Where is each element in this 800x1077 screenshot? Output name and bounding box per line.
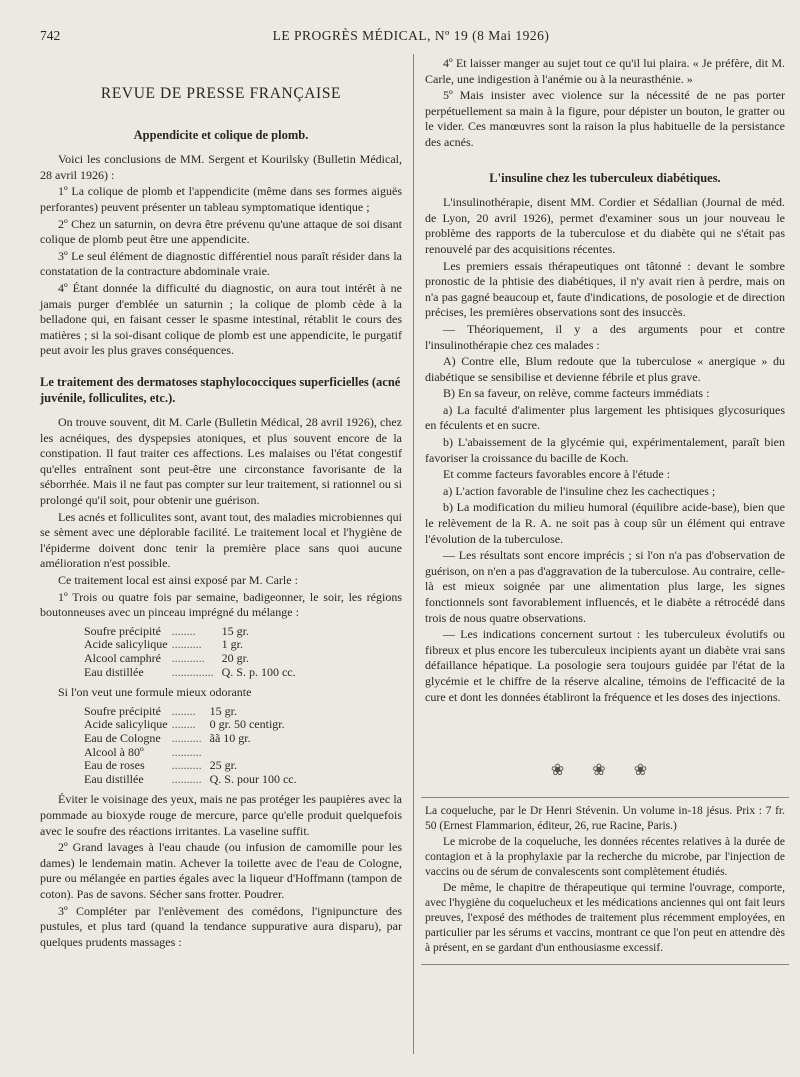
column-rule xyxy=(413,54,414,1054)
paragraph: — Théoriquement, il y a des arguments pour et contre l'insulinothérapie chez ces malades : xyxy=(425,321,785,352)
paragraph: B) En sa faveur, on relève, comme facteurs immédiats : xyxy=(443,386,710,401)
leader-dots: ........... xyxy=(171,651,205,665)
paragraph: Éviter le voisinage des yeux, mais ne pas protéger les paupières avec la pommade au bioxyde rouge de mercure, parce qu'elle produit quelquefois avec le soufre des réactions irritantes. La vaseline suffit. xyxy=(40,792,402,838)
formula-row xyxy=(84,718,297,732)
section-rubric: REVUE DE PRESSE FRANÇAISE xyxy=(100,85,342,102)
formula-row xyxy=(84,666,296,680)
quantity: 25 gr. xyxy=(209,758,237,773)
paragraph: b) L'abaissement de la glycémie qui, expérimentalement, paraît bien favoriser la croissance du bacille de Koch. xyxy=(425,435,785,465)
formula-row xyxy=(84,773,297,787)
formula-table-1 xyxy=(84,625,296,679)
paragraph: Et comme facteurs favorables encore à l'étude : xyxy=(443,467,671,482)
paragraph: 3º Le seul élément de diagnostic différentiel nous paraît résider dans la constatation de la contracture abdominale vraie. xyxy=(40,248,402,279)
paragraph: Le microbe de la coqueluche, les données récentes relatives à la durée de contagion et à la prophylaxie par la recherche du microbe, par l'injection de vaccins ou de sérum de convalescents sont complètement étudiés. xyxy=(425,835,785,878)
formula-row xyxy=(84,638,296,652)
ornament-flowers: ❀ ❀ ❀ xyxy=(550,762,660,780)
right-column xyxy=(425,56,785,965)
leader-dots: .......... xyxy=(171,771,202,786)
article-title-dermatoses: Le traitement des dermatoses staphylococciques superficielles (acné juvénile, folliculites, etc.). xyxy=(40,374,401,405)
paragraph: 2º Chez un saturnin, on devra être prévenu qu'une attaque de soi disant colique de plomb peut être une appendicite. xyxy=(40,216,402,247)
paragraph: Les acnés et folliculites sont, avant tout, des maladies microbiennes qui se sèment avec une déplorable facilité. Le traitement local et l'hygiène de l'épiderme doivent donc tenir la première place sans quoi aucune amélioration n'est possible. xyxy=(40,509,402,571)
paragraph: 3º Compléter par l'enlèvement des comédons, l'ignipuncture des pustules, et plus tard (quand la tendance suppurative aura disparu), par quelques prudents massages : xyxy=(40,903,402,949)
quantity xyxy=(206,746,297,760)
ingredient: Acide salicylique xyxy=(84,637,168,652)
quantity: 15 gr. xyxy=(209,703,237,718)
quantity: 0 gr. 50 centigr. xyxy=(209,717,285,732)
paragraph: Voici les conclusions de MM. Sergent et Kourilsky (Bulletin Médical, 28 avril 1926) : xyxy=(40,152,402,182)
paragraph: 2º Grand lavages à l'eau chaude (ou infusion de camomille pour les dames) le lendemain matin. Achever la toilette avec de l'eau de Cologne, pure ou mélangée en parties égales avec la liqueur d'Hoffmann (tampon de coton). Pas de savons. Sécher sans frotter. Poudrer. xyxy=(40,840,402,901)
paragraph: b) La modification du milieu humoral (équilibre acide-base), bien que le relèvement de la R. A. ne soit pas à coup sûr un élément qui entrave l'évolution de la tuberculose. xyxy=(425,500,785,546)
ingredient: Alcool à 80º xyxy=(84,744,144,759)
quantity: 20 gr. xyxy=(221,651,249,665)
ingredient: Acide salicylique xyxy=(84,717,168,732)
leader-dots: .......... xyxy=(171,758,202,773)
paragraph: A) Contre elle, Blum redoute que la tuberculose « anergique » du diabétique se sensibilise et devienne fébrile et plus grave. xyxy=(425,354,785,384)
quantity: Q. S. p. 100 cc. xyxy=(221,664,296,679)
formula-row xyxy=(84,746,297,760)
paragraph: 5º Mais insister avec violence sur la nécessité de ne pas porter perpétuellement sa main à la figure, pour dépister un bouton, le gratter ou le vider. Ces manœuvres sont la raison la plus habituelle de la persistance des acnés. xyxy=(425,88,785,149)
paragraph: 4º Et laisser manger au sujet tout ce qu'il lui plaira. « Je préfère, dit M. Carle, une indigestion à l'anémie ou à la neurasthénie. » xyxy=(425,56,785,86)
divider xyxy=(421,964,789,965)
ingredient: Eau de Cologne xyxy=(84,730,161,745)
article-title-appendicite: Appendicite et colique de plomb. xyxy=(133,127,309,142)
paragraph: a) L'action favorable de l'insuline chez les cachectiques ; xyxy=(443,483,716,498)
leader-dots: .......... xyxy=(171,730,202,745)
left-column xyxy=(40,56,402,951)
paragraph: L'insulinothérapie, disent MM. Cordier et Sédallian (Journal de méd. de Lyon, 20 avril 1926), permet d'examiner sous un jour nouveau le problème des rapports de la tuberculose et du diabète qui ne s'était pas renouvelé par des acquisitions récentes. xyxy=(425,195,785,256)
paragraph: Les premiers essais thérapeutiques ont tâtonné : devant le sombre pronostic de la phtisie des diabétiques, il n'y avait rien à perdre, mais on n'a pas gagné beaucoup et, faute d'indications, de posologie et de direction précises, les premières observations sont des insuccès. xyxy=(425,258,785,320)
paragraph: — Les résultats sont encore imprécis ; si l'on n'a pas d'observation de guérison, on n'en a pas d'aggravation de la tuberculose. Au contraire, celle-là est mieux soignée par une alimentation plus large, les signes fonctionnels sont favorablement influencés, et le diabète a rétrocédé dans trois de nous quatre observations. xyxy=(425,548,785,625)
leader-dots: .......... xyxy=(171,637,202,652)
book-review-title: La coqueluche, par le Dr Henri Stévenin. Un volume in-18 jésus. Prix : 7 fr. 50 (Ernest Flammarion, éditeur, 26, rue Racine, Paris.) xyxy=(425,804,785,832)
quantity: 1 gr. xyxy=(221,637,243,652)
divider xyxy=(421,797,789,798)
paragraph: 1º La colique de plomb et l'appendicite (même dans ses formes aiguës perforantes) peuvent présenter un tableau symptomatique identique ; xyxy=(40,184,402,214)
page-number: 742 xyxy=(40,28,61,43)
ingredient: Eau distillée xyxy=(84,664,144,679)
paragraph: — Les indications concernent surtout : les tuberculeux évolutifs ou fibreux et plus encore les tuberculeux incipients ayant un diabète vrai sans défaillance hépatique. La posologie sera toujours guidée par l'état de la glycémie et le chiffre de la réserve alcaline, témoins de l'efficacité de la cure et dont les données établiront la fréquence et les doses des injections. xyxy=(425,627,785,704)
leader-dots: .............. xyxy=(171,664,214,679)
paragraph: Si l'on veut une formule mieux odorante xyxy=(58,685,252,700)
leader-dots: ........ xyxy=(171,623,196,638)
formula-row xyxy=(84,625,296,639)
ingredient: Soufre précipité xyxy=(84,623,161,638)
quantity: Q. S. pour 100 cc. xyxy=(209,771,297,786)
formula-row xyxy=(84,759,297,773)
formula-row xyxy=(84,705,297,719)
paragraph: 1º Trois ou quatre fois par semaine, badigeonner, le soir, les régions boutonneuses avec un pinceau imprégné du mélange : xyxy=(40,589,402,620)
paragraph: 4º Étant donnée la difficulté du diagnostic, on aura tout intérêt à ne jamais purger d'emblée un saturnin ; la colique de plomb cède à la belladone qui, en faisant cesser le spasme intestinal, rétablit le cours des matières ; si la soi-disant colique de plomb est une appendicite, le purgatif peut avoir les plus graves conséquences. xyxy=(40,280,402,358)
ingredient: Alcool camphré xyxy=(84,651,161,665)
paragraph: De même, le chapitre de thérapeutique qui termine l'ouvrage, comporte, avec l'hygiène du coquelucheux et les médications anciennes qui ont fait leurs preuves, l'exposé des méthodes de traitement plus récemment employées, en particulier par les sérums et vaccins, montrant ce que l'on peut en attendre dès à présent, en se gardant d'un enthousiasme excessif. xyxy=(425,881,785,954)
ingredient: Eau distillée xyxy=(84,771,144,786)
running-head xyxy=(40,26,782,46)
formula-row xyxy=(84,732,297,746)
quantity: ãã 10 gr. xyxy=(209,730,251,745)
leader-dots: ........ xyxy=(171,717,196,732)
ingredient: Soufre précipité xyxy=(84,703,161,718)
paragraph: a) La faculté d'alimenter plus largement les phtisiques glycosuriques en féculents et en sucre. xyxy=(425,402,785,433)
paragraph: Ce traitement local est ainsi exposé par M. Carle : xyxy=(58,573,298,588)
journal-title: LE PROGRÈS MÉDICAL, Nº 19 (8 Mai 1926) xyxy=(272,28,550,43)
leader-dots: .......... xyxy=(171,744,202,759)
ingredient: Eau de roses xyxy=(84,758,145,773)
formula-row xyxy=(84,652,296,666)
article-title-insuline: L'insuline chez les tuberculeux diabétiques. xyxy=(489,170,721,185)
quantity: 15 gr. xyxy=(221,623,249,638)
formula-table-2 xyxy=(84,705,297,787)
paragraph: On trouve souvent, dit M. Carle (Bulletin Médical, 28 avril 1926), chez les acnéiques, des dyspepsies atoniques, et plus souvent encore de la constipation. Il faut traiter ces affections. Les malaises ou l'état congestif qu'elles entraînent sont peut-être une circonstance favorisante de la séborrhée. Mais il ne faut pas compter sur leur traitement, si rationnel ou si prolongé qu'il soit, pour obtenir une guérison. xyxy=(40,415,402,508)
leader-dots: ........ xyxy=(171,703,196,718)
